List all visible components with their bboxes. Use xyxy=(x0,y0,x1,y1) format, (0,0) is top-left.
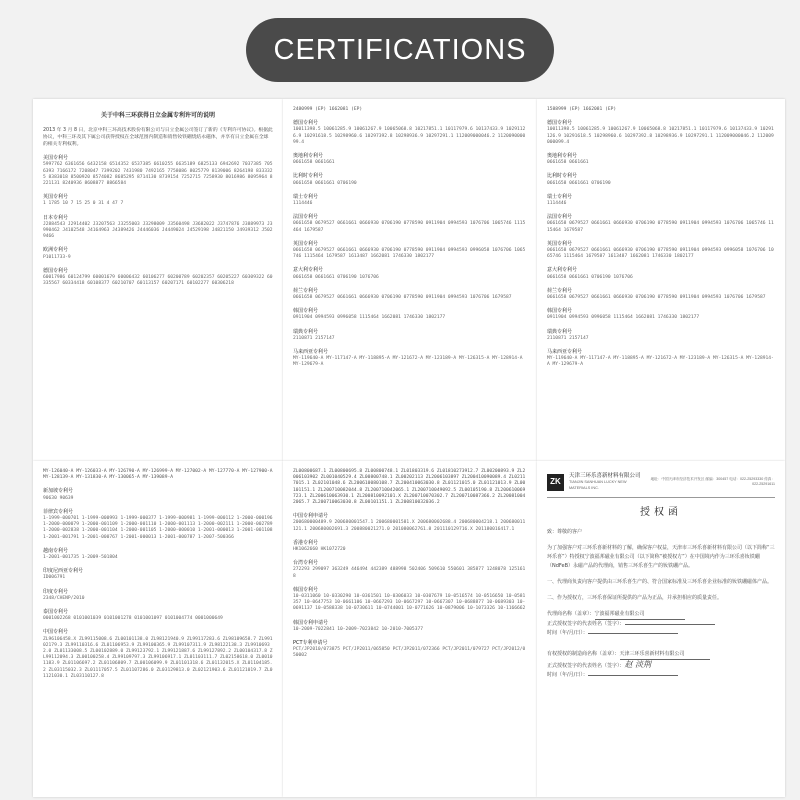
document-intro: 2013 年 3 月 8 日，北京中科三环高技术股份有限公司与日立金属公司签订了新的《专利许可协议》。根据此协议，中科三环及其下属公司获得授权在全球范围内制造和销售钕铁硼烧结永磁体，并享有日立金属在全球的相关专利权利。 xyxy=(43,128,273,148)
patent-section xyxy=(547,288,775,301)
manufacturer-name-value: 天津三环乐喜新材料有限公司 xyxy=(620,650,710,660)
patent-numbers: 2110871 2157147 xyxy=(547,335,589,341)
patent-numbers: 1114446 xyxy=(547,201,567,207)
patent-list-document xyxy=(33,461,283,797)
section-heading: 韩国专利申请号 xyxy=(293,619,329,626)
patent-license-document xyxy=(33,99,283,461)
patent-numbers: PCT/JP2010/073875 PCT/JP2011/065850 PCT/JP2011/072366 PCT/JP2011/079727 PCT/JP2012/050002 xyxy=(293,647,526,659)
patent-section xyxy=(293,587,527,613)
agent-name-label: 代理商名称（盖章）： xyxy=(547,610,595,617)
patent-numbers: 2348/CHENP/2010 xyxy=(43,595,85,601)
document-title: 关于中科三环获得日立金属专利许可的说明 xyxy=(100,112,215,119)
section-heading: 印度专利号 xyxy=(43,588,69,595)
patent-section xyxy=(293,329,527,342)
manufacturer-date-line xyxy=(588,675,678,676)
section-heading: 马来西亚专利号 xyxy=(293,349,329,356)
patent-numbers: 0661658 0679527 0661661 0666930 0706190 0778590 0911904 0994593 1076706 1065746 1115464 1679587 xyxy=(293,221,526,233)
patent-numbers: 0661658 0661661 xyxy=(547,160,589,166)
manufacturer-date-label: 时间（年/月/日）： xyxy=(547,671,588,678)
document-head-line: 1588999 (EP) 1662081 (EP) xyxy=(547,107,617,112)
patent-numbers: 0661658 0679527 0661661 0666930 0706190 0778590 0911904 0994593 0996058 1076706 1065746 1115464 1679587 1613487 1662081 1746330 1802177 xyxy=(293,248,526,260)
patent-numbers: 0661658 0679527 0661661 0666930 0706190 0778590 0911904 0994593 0996058 1076706 1065746 1115464 1679587 1613487 1662081 1746330 1802177 xyxy=(547,248,774,260)
patent-section xyxy=(293,153,527,166)
agent-date-label: 时间（年/月/日）： xyxy=(547,629,588,636)
section-heading: 韩国专利号 xyxy=(547,308,573,315)
patent-section xyxy=(547,241,775,261)
patent-section xyxy=(293,640,527,660)
manufacturer-name-label: 有权授权的制造商名称（盖章）： xyxy=(547,650,620,657)
section-heading: 日本专利号 xyxy=(43,214,69,221)
patent-numbers: 0661658 0679527 0661661 0666930 0706190 0778590 0911904 0994593 1076706 1679587 xyxy=(547,295,766,301)
authorization-letter xyxy=(537,461,785,797)
section-heading: PCT专利申请号 xyxy=(293,640,328,647)
section-heading: 美国专利号 xyxy=(43,155,69,162)
patent-numbers: 1-2001-001735 1-2009-501804 xyxy=(43,555,118,561)
patent-section xyxy=(43,508,276,541)
section-heading: 法国专利号 xyxy=(547,214,573,221)
section-heading: 奥地利专利号 xyxy=(293,153,324,160)
patent-section xyxy=(43,194,273,207)
patent-numbers: 0911904 0994593 0996058 1115464 1662081 1746330 1802177 xyxy=(293,315,446,321)
company-logo: ZK xyxy=(547,474,564,491)
patent-section xyxy=(43,589,273,602)
patent-section xyxy=(547,329,775,342)
manufacturer-signature-block xyxy=(547,650,775,680)
patent-numbers: 5997762 6361656 6432158 6514352 6537385 6610255 6635189 6825133 6942692 7037385 7056393 7166172 7208047 7399202 7431980 7492165 7758086 8025779 8139006 8264198 8333325 8383018 8500920 8574082 8685295 8714130 8739154 7252715 7258930 8016986 8095964 8221131 8240936 8608877 8866584 xyxy=(43,162,273,187)
section-heading: 菲律宾专利号 xyxy=(43,508,74,515)
patent-section xyxy=(547,153,775,166)
letterhead xyxy=(547,473,775,498)
patent-list-document xyxy=(537,99,785,461)
section-heading: 奥地利专利号 xyxy=(547,153,578,160)
section-heading: 荷兰专利号 xyxy=(547,287,573,294)
patent-section xyxy=(43,609,273,622)
letter-title: 授权函 xyxy=(640,506,682,518)
patent-numbers: HK1062660 HK1072720 xyxy=(293,547,346,553)
section-heading: 英国专利号 xyxy=(547,240,573,247)
section-heading: 意大利专利号 xyxy=(293,267,324,274)
patent-numbers: 10-2009-7022841 10-2009-7023842 10-2010-7005377 xyxy=(293,626,423,632)
section-heading: 英国专利号 xyxy=(293,240,319,247)
patent-section xyxy=(293,513,527,533)
section-heading: 意大利专利号 xyxy=(547,267,578,274)
section-heading: 德国专利号 xyxy=(547,120,573,127)
section-heading: 比利时专利号 xyxy=(547,173,578,180)
manufacturer-rep-label: 正式授权签字的代表姓名（签字）： xyxy=(547,662,625,669)
patent-numbers: P1011733-9 xyxy=(43,254,71,260)
patent-list-document xyxy=(283,461,537,797)
section-heading: 瑞典专利号 xyxy=(547,328,573,335)
patent-section xyxy=(293,540,527,553)
company-name-cn: 天津三环乐喜新材料有限公司 xyxy=(569,473,641,479)
patent-numbers: 0661658 0661661 0706190 xyxy=(547,180,611,186)
section-heading: 比利时专利号 xyxy=(293,173,324,180)
section-heading: 马来西亚专利号 xyxy=(547,349,583,356)
patent-numbers: 90630 90639 xyxy=(43,495,74,501)
section-heading: 德国专利号 xyxy=(293,120,319,127)
patent-numbers: 0661658 0679527 0661661 0666930 0706190 0778590 0911904 0994593 1076706 1065746 1115464 1679587 xyxy=(547,221,774,233)
section-heading: 英国专利号 xyxy=(43,194,69,201)
patent-section xyxy=(547,267,775,280)
patent-numbers: 0661658 0661661 0706190 1076706 xyxy=(547,274,633,280)
patent-section xyxy=(43,155,273,187)
patent-section xyxy=(43,215,273,241)
letter-paragraph: 为了加强客户对三环乐喜新材料的了解，确保客户权益，天津市三环乐喜新材料有限公司（以下简称“三环乐喜”）特授权宁波福邦磁业有限公司（以下简称“被授权方”）在中国境内作为三环乐喜钕铁硼（NdFeB）永磁产品的代理商，销售三环乐喜生产的钕铁硼产品。 xyxy=(547,544,775,569)
company-contact: 地址：中国天津市经济技术开发区 邮编：300457 电话：022-25293330 传真：022-25291611 xyxy=(650,477,775,487)
company-name-en: TIANJIN SANHUAN LUCKY NEW MATERIALS INC. xyxy=(569,480,627,491)
section-heading: 中国专利申请号 xyxy=(293,513,329,520)
patent-numbers: 1114446 xyxy=(293,201,313,207)
patent-section xyxy=(547,214,775,234)
patent-section xyxy=(43,488,273,501)
patent-numbers: 272293 299097 363249 446494 442389 488998 502406 509610 550601 385877 1248078 1251618 xyxy=(293,567,526,579)
patent-section xyxy=(547,194,775,207)
letter-paragraph: 二、作为授权方，三环乐喜保证所提供的产品为正品，并承担相应的质量责任。 xyxy=(547,594,723,601)
section-heading: 印度尼西亚专利号 xyxy=(43,568,84,575)
document-head-line: MY-126040-A MY-126033-A MY-126790-A MY-126999-A MY-127002-A MY-127770-A MY-127900-A MY-128139-A MY-131830-A MY-130065-A MY-139089-A xyxy=(43,469,273,481)
letter-salutation: 致：尊敬的客户 xyxy=(547,528,583,535)
patent-numbers: 0911904 0994593 0996058 1115464 1662081 1746330 1802177 xyxy=(547,315,700,321)
section-heading: 台湾专利号 xyxy=(293,560,319,567)
patent-section xyxy=(293,560,527,580)
patent-numbers: 0661658 0661661 0706190 xyxy=(293,180,357,186)
certifications-banner xyxy=(246,18,554,82)
patent-section xyxy=(43,548,273,561)
document-head-line: 2480999 (EP) 1662081 (EP) xyxy=(293,107,363,112)
patent-numbers: 2110871 2157147 xyxy=(293,335,335,341)
section-heading: 瑞典专利号 xyxy=(293,328,319,335)
patent-section xyxy=(547,173,775,186)
section-heading: 中国专利号 xyxy=(43,629,69,636)
letter-paragraph: 一、代理商负责向客户提供由三环乐喜生产的、符合国家标准及三环乐喜企业标准的钕铁硼磁体产品。 xyxy=(547,578,773,585)
handwritten-signature: 赵 淡荆 xyxy=(624,659,652,669)
agent-name-value: 宁波福邦磁业有限公司 xyxy=(595,610,685,620)
section-heading: 欧洲专利号 xyxy=(43,247,69,254)
agent-date-line xyxy=(588,633,678,634)
patent-numbers: 1 1785 10 7 15 25 0 31 4 47 7 xyxy=(43,201,124,207)
patent-section xyxy=(547,349,775,369)
patent-list-document xyxy=(283,99,537,461)
patent-numbers: J2884543 J2914402 J3207563 J3255003 J3298009 J3560498 J3682022 J3747876 J3889973 J3990462 J4102548 J4164963 J4389426 J4446036 J4449024 J4529198 J4821150 J4939312 J5029466 xyxy=(43,221,273,240)
section-heading: 瑞士专利号 xyxy=(547,193,573,200)
patent-section xyxy=(293,308,527,321)
section-heading: 香港专利号 xyxy=(293,539,319,546)
patent-numbers: 10011398.5 10061285.9 10061267.9 10065068.8 10217851.1 10117979.6 10137433.9 10291126.9 10291618.5 10298960.6 10297392.8 10298936.9 10297291.1 112009000046.2 112009000099.4 xyxy=(547,127,774,145)
section-heading: 瑞士专利号 xyxy=(293,193,319,200)
section-heading: 韩国专利号 xyxy=(293,586,319,593)
agent-signature-block xyxy=(547,610,775,638)
patent-numbers: 0001002268 0101001039 0101001278 0101001097 0101004774 0001000649 xyxy=(43,616,223,622)
patent-numbers: ID006791 xyxy=(43,575,66,581)
patent-numbers: 0661658 0679527 0661661 0666930 0706190 0778590 0911904 0994593 1076706 1679587 xyxy=(293,295,512,301)
patent-section xyxy=(43,629,273,680)
patent-section xyxy=(293,620,527,633)
section-heading: 韩国专利号 xyxy=(293,308,319,315)
patent-section xyxy=(293,267,527,280)
patent-numbers: 60017986 60124799 60001679 60006432 60106277 60200789 60202357 60205227 60309322 60335567 60334418 60108377 60210707 60113157 60207171 60102277 60306218 xyxy=(43,275,273,287)
patent-numbers: 200680000489.9 200680001547.1 200680001581.X 200680002688.4 200680004218.1 200680011121.1 200680002691.3 200880021271.0 201080062761.8 201110129716.X 201180016417.1 xyxy=(293,520,526,532)
patent-section xyxy=(547,120,775,146)
patent-section xyxy=(293,288,527,301)
patent-section xyxy=(293,214,527,234)
patent-numbers: ZL96106458.X ZL99115008.6 ZL00101138.0 ZL98121940.9 ZL99117283.6 ZL98109658.7 ZL99102179.3 ZL99110316.6 ZL01106953.9 ZL99100365.9 ZL99107311.9 ZL98122138.3 ZL99106932.0 ZL01133008.5 ZL00102889.0 ZL99123792.1 ZL99121887.6 ZL99127892.2 ZL00104317.8 ZL99112094.3 ZL00100258.4 ZL99109797.3 ZL99106917.1 ZL01103111.7 ZL02158618.0 ZL00101183.9 ZL01106697.2 ZL01106809.7 ZL00106099.9 ZL01101318.6 ZL01132015.X ZL01104185.2 ZL03115032.3 ZL01117057.5 ZL01107286.0 ZL03129813.0 ZL02121903.6 ZL01121019.7 ZL01121030.1 ZL03110127.8 xyxy=(43,636,273,679)
patent-numbers: 10011398.5 10061285.9 10061267.9 10065068.8 10217851.1 10117979.6 10137433.9 10291126.9 10291618.5 10298960.6 10297392.8 10298936.9 10297291.1 112009000046.2 112009000099.4 xyxy=(293,127,526,145)
patent-section xyxy=(547,308,775,321)
section-heading: 德国专利号 xyxy=(43,267,69,274)
section-heading: 泰国专利号 xyxy=(43,609,69,616)
patent-section xyxy=(43,268,273,288)
patent-section xyxy=(293,120,527,146)
section-heading: 越南专利号 xyxy=(43,547,69,554)
patent-numbers: 10-0311060 10-0330290 10-0361501 10-0306033 10-0307679 10-0516574 10-0516650 10-0581357 10-0647753 10-0661106 10-0667293 10-0667297 10-0667307 10-0688877 10-0689303 10-0691137 10-0588338 10-0730611 10-0744001 10-0771626 10-0879006 10-1073326 10-1166662 xyxy=(293,594,526,612)
patent-numbers: MY-119640-A MY-117147-A MY-118895-A MY-121672-A MY-123189-A MY-126315-A MY-128914-A MY-129679-A xyxy=(293,356,526,368)
patent-section xyxy=(43,568,273,581)
patent-section xyxy=(293,241,527,261)
section-heading: 新加坡专利号 xyxy=(43,488,74,495)
document-head-line: ZL00800687.1 ZL00800695.8 ZL00800748.1 ZL01803319.6 ZL01810273912.7 ZL00200893.9 ZL2006103902 ZL001040529.4 ZL00800748.1 ZL00202113 ZL2006103897 ZL200410090089.4 ZL02117015.1 ZL02101048.6 ZL200610080108.7 ZL200410063030.8 ZL01121015.0 ZL01121013.9 ZL00101151.1 ZL200710082044.8 ZL200710042065.1 ZL200710049092.5 ZL00105190.8 ZL200610069723.1 ZL200610063930.1 ZL200810092101.X ZL200710070302.7 ZL200710087366.2 ZL200810042065.7 ZL200710063030.8 ZL00101151.1 ZL200810032036.2 xyxy=(293,469,526,506)
patent-numbers: 0661658 0661661 0706190 1076706 xyxy=(293,274,379,280)
agent-rep-line xyxy=(625,624,715,625)
patent-section xyxy=(293,349,527,369)
patent-section xyxy=(43,247,273,260)
section-heading: 荷兰专利号 xyxy=(293,287,319,294)
patent-numbers: 1-1999-000701 1-1999-000993 1-1999-000377 1-1999-000981 1-1999-000112 1-2000-000196 1-2000-000079 1-2000-001109 1-2000-001110 1-2000-001113 1-2000-002111 1-2000-002789 1-2000-002838 1-2000-001104 1-2000-001105 1-2000-000010 1-2001-000013 1-2001-001108 1-2001-001791 1-2001-000767 1-2001-000013 1-2001-000787 1-2007-500366 xyxy=(43,516,276,540)
patent-numbers: MY-119640-A MY-117147-A MY-118895-A MY-121672-A MY-123189-A MY-126315-A MY-128914-A MY-129679-A xyxy=(547,356,774,368)
patent-numbers: 0661658 0661661 xyxy=(293,160,335,166)
agent-rep-label: 正式授权签字的代表姓名（签字）： xyxy=(547,620,625,627)
patent-section xyxy=(293,173,527,186)
banner-label: CERTIFICATIONS xyxy=(273,33,527,66)
patent-section xyxy=(293,194,527,207)
section-heading: 法国专利号 xyxy=(293,214,319,221)
